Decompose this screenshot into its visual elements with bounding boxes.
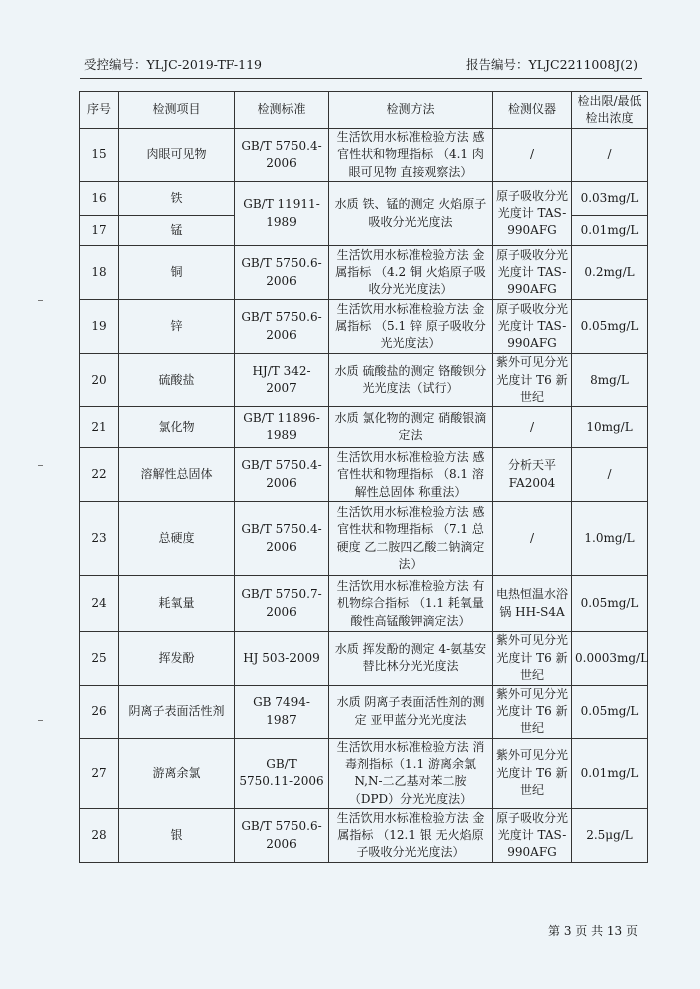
column-header-instrument: 检测仪器 <box>493 92 572 129</box>
cell-limit: 0.05mg/L <box>572 685 648 738</box>
cell-standard: GB/T 11911-1989 <box>235 182 329 246</box>
table-row <box>80 632 648 685</box>
margin-mark <box>38 720 43 721</box>
cell-item: 铁 <box>119 182 235 216</box>
table-row <box>80 738 648 809</box>
cell-item: 铜 <box>119 246 235 300</box>
cell-limit: / <box>572 129 648 182</box>
cell-limit: 8mg/L <box>572 354 648 407</box>
cell-instrument: 电热恒温水浴锅 HH-S4A <box>493 576 572 632</box>
cell-instrument: 紫外可见分光光度计 T6 新世纪 <box>493 685 572 738</box>
cell-method: 生活饮用水标准检验方法 感官性状和物理指标 （8.1 溶解性总固体 称重法） <box>329 448 493 502</box>
cell-no: 23 <box>80 502 119 576</box>
cell-item: 氯化物 <box>119 407 235 448</box>
cell-standard: GB/T 5750.6-2006 <box>235 809 329 863</box>
cell-item: 锰 <box>119 216 235 246</box>
cell-instrument: 紫外可见分光光度计 T6 新世纪 <box>493 632 572 685</box>
cell-limit: 2.5μg/L <box>572 809 648 863</box>
cell-limit: 1.0mg/L <box>572 502 648 576</box>
cell-instrument: / <box>493 129 572 182</box>
cell-method: 水质 挥发酚的测定 4-氨基安替比林分光光度法 <box>329 632 493 685</box>
cell-instrument: 原子吸收分光光度计 TAS-990AFG <box>493 182 572 246</box>
cell-instrument: 原子吸收分光光度计 TAS-990AFG <box>493 246 572 300</box>
cell-standard: GB/T 11896-1989 <box>235 407 329 448</box>
page-header <box>84 55 638 73</box>
report-number-value: YLJC2211008J(2) <box>528 57 638 72</box>
cell-instrument: / <box>493 407 572 448</box>
test-items-table <box>79 91 648 863</box>
cell-standard: GB/T 5750.4-2006 <box>235 502 329 576</box>
page-number: 第 3 页 共 13 页 <box>548 924 638 938</box>
cell-limit: 0.01mg/L <box>572 216 648 246</box>
cell-instrument: / <box>493 502 572 576</box>
cell-item: 溶解性总固体 <box>119 448 235 502</box>
table-row <box>80 448 648 502</box>
table-body <box>80 129 648 863</box>
cell-method: 生活饮用水标准检验方法 金属指标 （5.1 锌 原子吸收分光光度法） <box>329 300 493 354</box>
cell-item: 总硬度 <box>119 502 235 576</box>
cell-standard: HJ 503-2009 <box>235 632 329 685</box>
table-row <box>80 685 648 738</box>
cell-limit: 0.0003mg/L <box>572 632 648 685</box>
cell-instrument: 分析天平 FA2004 <box>493 448 572 502</box>
control-number <box>84 55 262 73</box>
table-row <box>80 300 648 354</box>
cell-instrument: 原子吸收分光光度计 TAS-990AFG <box>493 300 572 354</box>
cell-instrument: 紫外可见分光光度计 T6 新世纪 <box>493 354 572 407</box>
column-header-limit: 检出限/最低检出浓度 <box>572 92 648 129</box>
cell-item: 银 <box>119 809 235 863</box>
cell-no: 25 <box>80 632 119 685</box>
cell-limit: 0.2mg/L <box>572 246 648 300</box>
cell-no: 22 <box>80 448 119 502</box>
cell-no: 24 <box>80 576 119 632</box>
header-divider <box>80 78 642 79</box>
table-row <box>80 502 648 576</box>
cell-no: 26 <box>80 685 119 738</box>
report-number <box>466 55 638 73</box>
margin-mark <box>38 300 43 301</box>
cell-standard: GB/T 5750.7-2006 <box>235 576 329 632</box>
cell-no: 15 <box>80 129 119 182</box>
cell-method: 水质 硫酸盐的测定 铬酸钡分光光度法（试行） <box>329 354 493 407</box>
cell-item: 游离余氯 <box>119 738 235 809</box>
cell-method: 生活饮用水标准检验方法 有机物综合指标 （1.1 耗氧量 酸性高锰酸钾滴定法） <box>329 576 493 632</box>
cell-method: 水质 氯化物的测定 硝酸银滴定法 <box>329 407 493 448</box>
table-row <box>80 576 648 632</box>
cell-item: 锌 <box>119 300 235 354</box>
cell-method: 生活饮用水标准检验方法 消毒剂指标（1.1 游离余氯 N,N-二乙基对苯二胺（DPD）分光光度法） <box>329 738 493 809</box>
table-row <box>80 246 648 300</box>
cell-method: 生活饮用水标准检验方法 感官性状和物理指标 （4.1 肉眼可见物 直接观察法） <box>329 129 493 182</box>
margin-mark <box>38 465 43 466</box>
column-header-item: 检测项目 <box>119 92 235 129</box>
cell-no: 21 <box>80 407 119 448</box>
cell-no: 19 <box>80 300 119 354</box>
cell-no: 17 <box>80 216 119 246</box>
report-number-label: 报告编号： <box>465 57 529 72</box>
cell-item: 阴离子表面活性剂 <box>119 685 235 738</box>
cell-item: 挥发酚 <box>119 632 235 685</box>
cell-limit: 10mg/L <box>572 407 648 448</box>
cell-item: 肉眼可见物 <box>119 129 235 182</box>
cell-standard: HJ/T 342-2007 <box>235 354 329 407</box>
cell-limit: 0.03mg/L <box>572 182 648 216</box>
table-row <box>80 809 648 863</box>
cell-limit: / <box>572 448 648 502</box>
cell-method: 生活饮用水标准检验方法 金属指标 （12.1 银 无火焰原子吸收分光光度法） <box>329 809 493 863</box>
control-number-value: YLJC-2019-TF-119 <box>146 57 262 72</box>
table-row <box>80 407 648 448</box>
cell-method: 生活饮用水标准检验方法 金属指标 （4.2 铜 火焰原子吸收分光光度法） <box>329 246 493 300</box>
cell-no: 18 <box>80 246 119 300</box>
table-row <box>80 182 648 216</box>
cell-limit: 0.01mg/L <box>572 738 648 809</box>
cell-no: 16 <box>80 182 119 216</box>
cell-standard: GB 7494-1987 <box>235 685 329 738</box>
table-row <box>80 129 648 182</box>
cell-standard: GB/T 5750.6-2006 <box>235 246 329 300</box>
cell-method: 水质 铁、锰的测定 火焰原子吸收分光光度法 <box>329 182 493 246</box>
cell-instrument: 原子吸收分光光度计 TAS-990AFG <box>493 809 572 863</box>
cell-method: 水质 阴离子表面活性剂的测定 亚甲蓝分光光度法 <box>329 685 493 738</box>
cell-item: 硫酸盐 <box>119 354 235 407</box>
cell-standard: GB/T 5750.11-2006 <box>235 738 329 809</box>
cell-standard: GB/T 5750.4-2006 <box>235 448 329 502</box>
control-number-label: 受控编号： <box>84 57 147 72</box>
column-header-standard: 检测标准 <box>235 92 329 129</box>
cell-no: 20 <box>80 354 119 407</box>
column-header-method: 检测方法 <box>329 92 493 129</box>
cell-method: 生活饮用水标准检验方法 感官性状和物理指标 （7.1 总硬度 乙二胺四乙酸二钠滴定法） <box>329 502 493 576</box>
cell-limit: 0.05mg/L <box>572 576 648 632</box>
cell-no: 27 <box>80 738 119 809</box>
cell-standard: GB/T 5750.6-2006 <box>235 300 329 354</box>
table-header-row <box>80 92 648 129</box>
table-row <box>80 354 648 407</box>
column-header-no: 序号 <box>80 92 119 129</box>
cell-no: 28 <box>80 809 119 863</box>
cell-item: 耗氧量 <box>119 576 235 632</box>
cell-limit: 0.05mg/L <box>572 300 648 354</box>
cell-standard: GB/T 5750.4-2006 <box>235 129 329 182</box>
cell-instrument: 紫外可见分光光度计 T6 新世纪 <box>493 738 572 809</box>
